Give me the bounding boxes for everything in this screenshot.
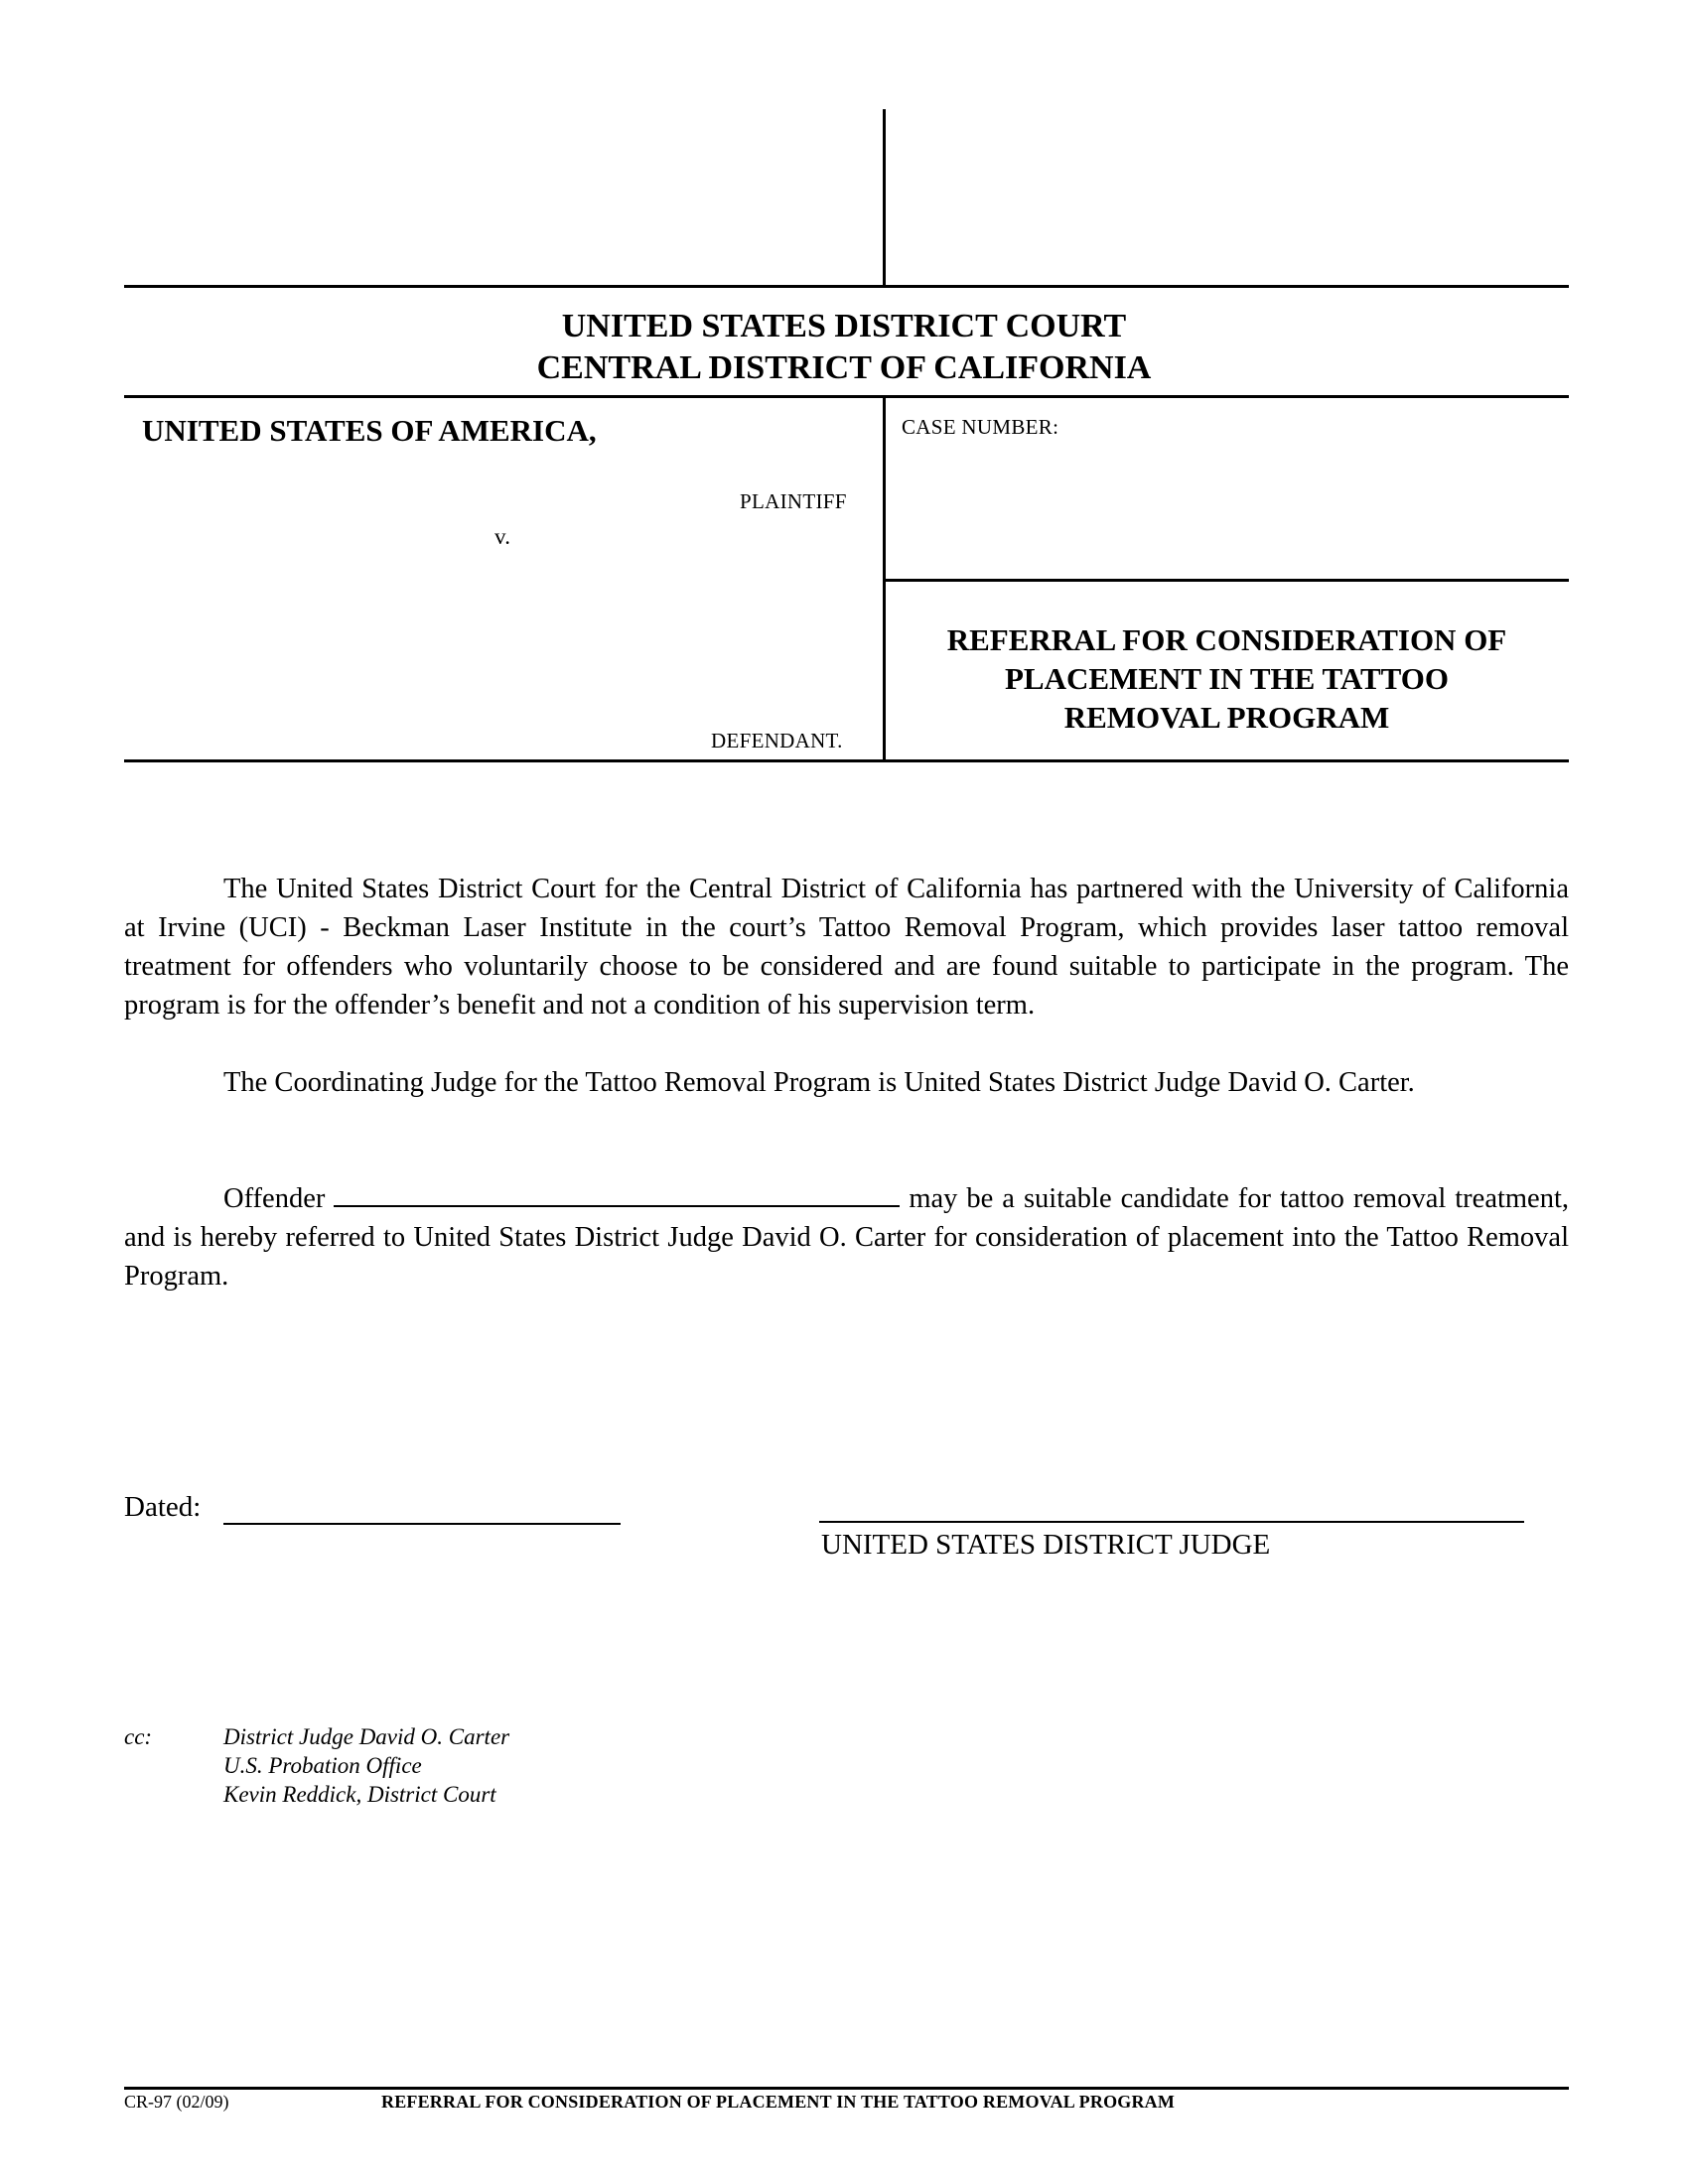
case-number-value[interactable] — [902, 457, 1547, 486]
case-number-label: CASE NUMBER: — [902, 415, 1059, 439]
judge-signature-line[interactable] — [819, 1489, 1524, 1523]
paragraph-coordinating-judge — [124, 1063, 1569, 1102]
paragraph-program-description — [124, 870, 1569, 1024]
referral-title-line-2: PLACEMENT IN THE TATTOO — [1004, 661, 1450, 696]
court-title-line-2: CENTRAL DISTRICT OF CALIFORNIA — [536, 349, 1152, 386]
referral-title-line-1: REFERRAL FOR CONSIDERATION OF — [946, 622, 1507, 657]
referral-title-line-3: REMOVAL PROGRAM — [1063, 700, 1390, 735]
dated-label: Dated: — [124, 1491, 202, 1523]
caption-bottom-rule — [124, 759, 1569, 762]
paragraph-offender-referral — [124, 1179, 1569, 1296]
footer-form-title: REFERRAL FOR CONSIDERATION OF PLACEMENT IN THE TATTOO REMOVAL PROGRAM — [381, 2092, 1176, 2112]
cc-recipients — [223, 1722, 509, 1809]
paragraph-3-text: may be a suitable candidate for tattoo removal treatment, and is hereby referred to United States District Judge David O. Carter for consideration of placement into the Tattoo Removal Program. — [124, 1183, 1570, 1292]
referral-title — [885, 620, 1569, 737]
top-vertical-divider — [883, 109, 886, 286]
plaintiff-label: PLAINTIFF — [740, 489, 847, 513]
paragraph-2-text: The Coordinating Judge for the Tattoo Removal Program is United States District Judge David O. Carter. — [223, 1067, 1415, 1098]
offender-name-field[interactable] — [334, 1179, 900, 1207]
form-code: CR-97 (02/09) — [124, 2092, 229, 2112]
cc-recipient: District Judge David O. Carter — [223, 1724, 510, 1749]
cc-recipient: U.S. Probation Office — [223, 1753, 422, 1778]
cc-recipient: Kevin Reddick, District Court — [223, 1782, 496, 1807]
header-top-rule — [124, 285, 1569, 288]
paragraph-1-text: The United States District Court for the Central District of California has partnered with the University of California at Irvine (UCI) - Beckman Laser Institute in the court’s Tattoo Removal Program, which provides laser tattoo removal treatment for offenders who voluntarily choose to be considered and are found suitable to participate in the program. The program is for the offender’s benefit and not a condition of his supervision term. — [124, 874, 1569, 1021]
plaintiff-name: UNITED STATES OF AMERICA, — [142, 413, 597, 448]
cc-label: cc: — [124, 1724, 153, 1749]
court-title — [0, 306, 1688, 389]
offender-label: Offender — [223, 1183, 326, 1214]
caption-top-rule — [124, 395, 1569, 398]
versus-label: v. — [494, 524, 511, 549]
dated-field[interactable] — [223, 1491, 621, 1525]
case-number-bottom-rule — [885, 579, 1569, 582]
judge-signature-label: UNITED STATES DISTRICT JUDGE — [821, 1529, 1271, 1561]
footer-rule — [124, 2087, 1569, 2090]
court-title-line-1: UNITED STATES DISTRICT COURT — [561, 308, 1127, 344]
defendant-label: DEFENDANT. — [711, 729, 843, 752]
